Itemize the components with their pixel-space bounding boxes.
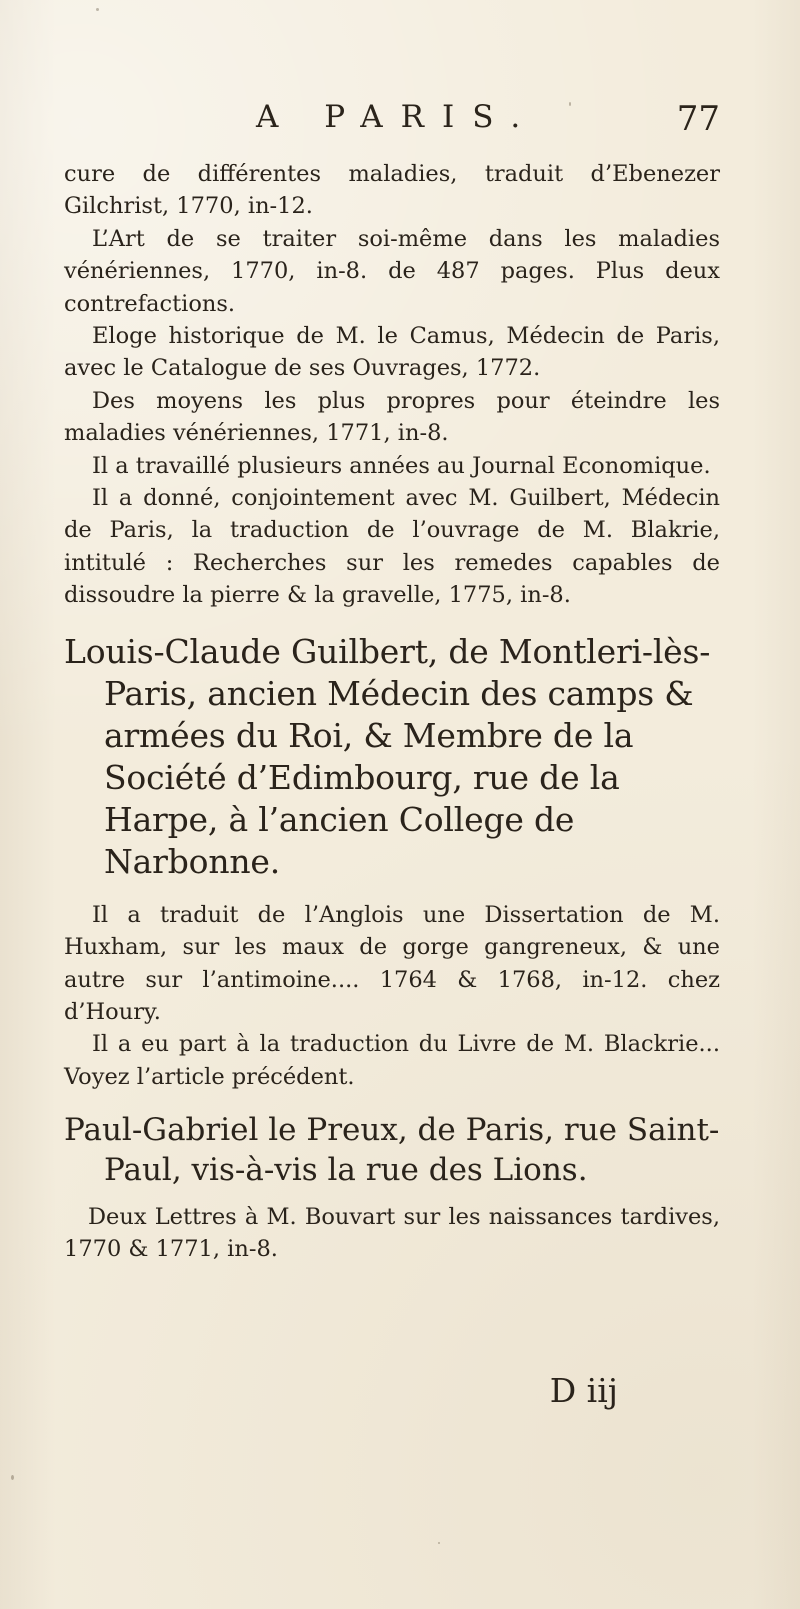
- paragraph: Il a traduit de l’Anglois une Dissertation de M. Huxham, sur les maux de gorge gangreneux, & une autre sur l’antimoine.... 1764 & 1768, in-12. chez d’Houry.: [64, 901, 720, 1026]
- paper-speck: [438, 1542, 440, 1544]
- page-number: 77: [676, 99, 720, 139]
- preux-heading: Paul-Gabriel le Preux, de Paris, rue Saint-Paul, vis-à-vis la rue des Lions.: [64, 1112, 720, 1188]
- guilbert-details: [64, 899, 720, 1093]
- paragraph: Eloge historique de M. le Camus, Médecin de Paris, avec le Catalogue de ses Ouvrages, 1772.: [64, 322, 720, 382]
- body-text: [64, 158, 720, 611]
- page-header: [64, 99, 720, 152]
- paragraph: L’Art de se traiter soi-même dans les maladies vénériennes, 1770, in-8. de 487 pages. Plus deux contrefactions.: [64, 225, 720, 317]
- preux-details: Deux Lettres à M. Bouvart sur les naissances tardives, 1770 & 1771, in-8.: [64, 1203, 720, 1262]
- paragraph: Il a travaillé plusieurs années au Journal Economique.: [92, 452, 711, 479]
- paragraph: cure de différentes maladies, traduit d’Ebenezer Gilchrist, 1770, in-12.: [64, 161, 720, 220]
- paragraph: Il a donné, conjointement avec M. Guilbert, Médecin de Paris, la traduction de l’ouvrage de M. Blakrie, intitulé : Recherches sur les remedes capables de dissoudre la pierre & la gravelle, 1775, in-8.: [64, 484, 720, 609]
- page-content: [64, 99, 720, 1265]
- signature-mark: D iij: [549, 1371, 618, 1410]
- paragraph: Il a eu part à la traduction du Livre de M. Blackrie... Voyez l’article précédent.: [64, 1031, 720, 1090]
- running-title: A PARIS.: [256, 99, 539, 135]
- paper-speck: [11, 1475, 14, 1480]
- paragraph: Des moyens les plus propres pour éteindre les maladies vénériennes, 1771, in-8.: [64, 387, 720, 447]
- guilbert-heading: Louis-Claude Guilbert, de Montleri-lès-Paris, ancien Médecin des camps & armées du Roi, & Membre de la Société d’Edimbourg, rue de la Harpe, à l’ancien College de Narbonne.: [64, 632, 711, 881]
- paper-speck: [96, 8, 99, 11]
